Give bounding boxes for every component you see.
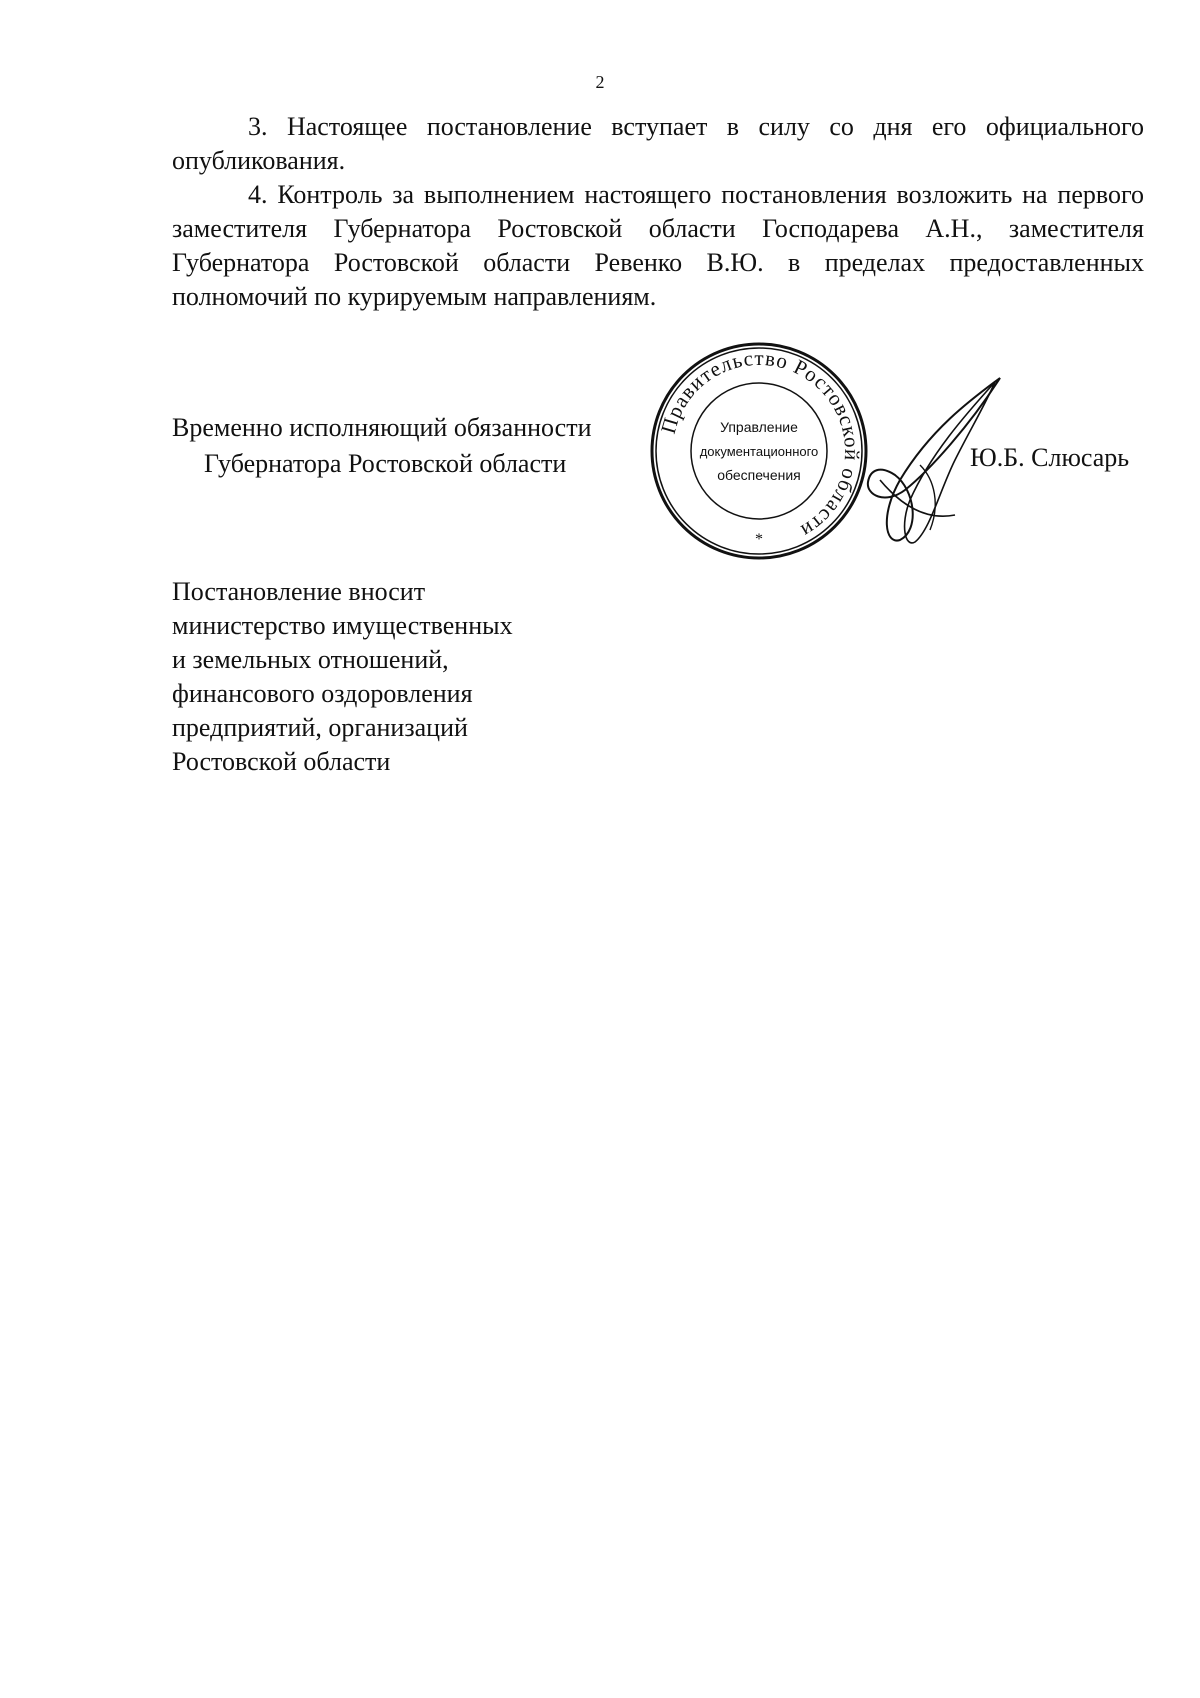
note-line: министерство имущественных bbox=[172, 611, 513, 640]
seal-star-icon: * bbox=[755, 531, 763, 548]
seal-inner-line-3: обеспечения bbox=[717, 467, 801, 483]
seal-inner-line-1: Управление bbox=[720, 419, 798, 435]
official-seal bbox=[648, 340, 870, 562]
note-line: финансового оздоровления bbox=[172, 679, 473, 708]
position-line-2: Губернатора Ростовской области bbox=[204, 449, 567, 478]
paragraph-4: 4. Контроль за выполнением настоящего постановления возложить на первого заместителя Губернатора Ростовской области Господарева А.Н., заместителя Губернатора Ростовской области Ревенко В.Ю. в пределах предоставленных полномочий по курируемым направлениям. bbox=[172, 180, 1144, 311]
paragraph-3: 3. Настоящее постановление вступает в силу со дня его официального опубликования. bbox=[172, 112, 1144, 175]
page-number: 2 bbox=[595, 72, 605, 92]
note-line: и земельных отношений, bbox=[172, 645, 449, 674]
seal-inner-line-2: документационного bbox=[699, 444, 819, 459]
note-line: Ростовской области bbox=[172, 747, 391, 776]
signature-position bbox=[172, 410, 642, 482]
submitted-by-note bbox=[172, 575, 652, 779]
note-line: предприятий, организаций bbox=[172, 713, 468, 742]
seal-outer-text: Правительство Ростовской области bbox=[655, 345, 865, 544]
position-line-1: Временно исполняющий обязанности bbox=[172, 413, 592, 442]
signer-name: Ю.Б. Слюсарь bbox=[970, 443, 1130, 472]
document-body bbox=[172, 110, 1144, 314]
note-line: Постановление вносит bbox=[172, 577, 426, 606]
